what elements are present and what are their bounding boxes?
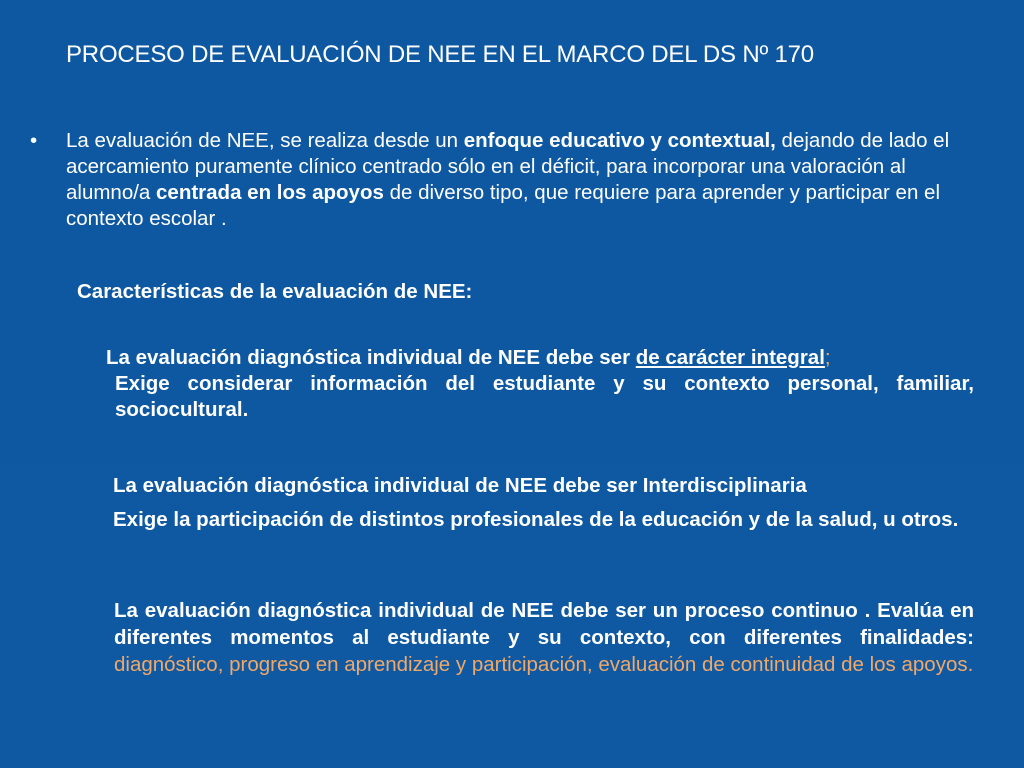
continuous-text xyxy=(106,597,974,678)
slide-title: PROCESO DE EVALUACIÓN DE NEE EN EL MARCO DEL DS Nº 170 xyxy=(66,41,814,68)
intro-bullet-text xyxy=(66,128,981,232)
characteristics-heading: Características de la evaluación de NEE: xyxy=(77,280,473,303)
continuous-lead: La evaluación diagnóstica individual de NEE debe ser un proceso continuo . Evalúa en diferentes momentos al estudiante y su contexto, con diferentes finalidades: xyxy=(114,599,974,649)
intro-bold-2: centrada en los apoyos xyxy=(156,181,384,204)
intro-text-3: de diverso tipo, que requiere para aprender y participar en el contexto escolar . xyxy=(66,181,941,230)
integral-underlined: de carácter integral xyxy=(635,346,825,369)
integral-semicolon: ; xyxy=(824,346,831,369)
integral-lead: La evaluación diagnóstica individual de NEE debe ser xyxy=(106,346,636,369)
characteristic-interdisciplinary-body: Exige la participación de distintos profesionales de la educación y de la salud, u otros. xyxy=(113,508,959,531)
bullet-marker: • xyxy=(30,129,38,152)
integral-body: Exige considerar información del estudiante y su contexto personal, familiar, sociocultural. xyxy=(115,372,974,421)
characteristic-interdisciplinary-heading: La evaluación diagnóstica individual de NEE debe ser Interdisciplinaria xyxy=(113,474,807,497)
characteristic-continuous xyxy=(106,597,974,678)
characteristic-integral xyxy=(106,345,974,423)
intro-text-2: dejando de lado el acercamiento puramente clínico centrado sólo en el déficit, para incorporar una valoración al alumno/a xyxy=(66,129,950,204)
continuous-highlight: diagnóstico, progreso en aprendizaje y participación, evaluación de continuidad de los apoyos. xyxy=(114,653,974,676)
intro-bold-1: enfoque educativo y contextual, xyxy=(463,129,776,152)
intro-text-1: La evaluación de NEE, se realiza desde un xyxy=(66,129,464,152)
